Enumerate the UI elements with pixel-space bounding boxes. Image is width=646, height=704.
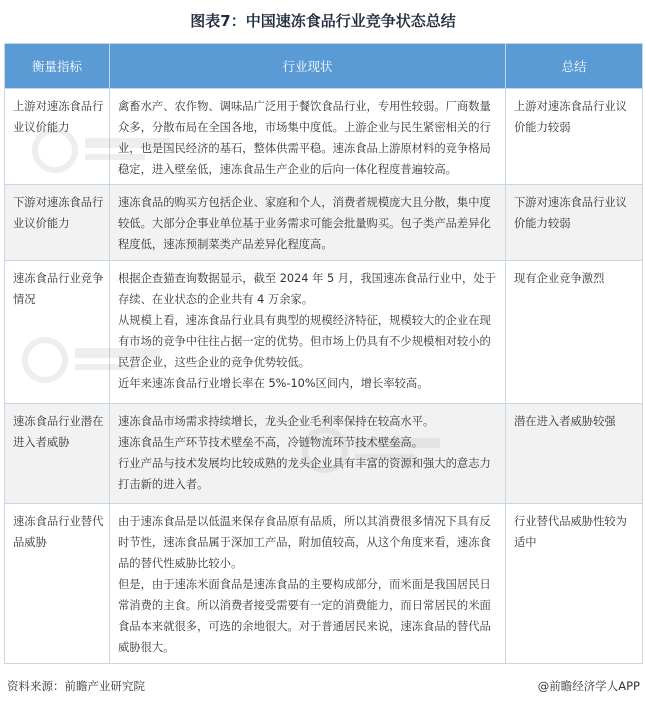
competition-summary-table bbox=[4, 43, 643, 664]
status-paragraph: 行业产品与技术发展均比较成熟的龙头企业具有丰富的资源和强大的意志力打击新的进入者。 bbox=[118, 457, 491, 491]
chart-title: 图表7：中国速冻食品行业竞争状态总结 bbox=[190, 12, 456, 30]
status-cell bbox=[110, 404, 506, 504]
status-paragraph: 但是，由于速冻米面食品是速冻食品的主要构成部分，而米面是我国居民日常消费的主食。所以消费者接受需要有一定的消费能力，而日常居民的米面食品本来就很多，可选的余地很大。对于普通居民来说，速冻食品的替代品威胁很大。 bbox=[118, 578, 491, 654]
summary-cell bbox=[506, 185, 643, 261]
status-paragraph: 近年来速冻食品行业增长率在 5%-10%区间内，增长率较高。 bbox=[118, 377, 429, 390]
summary-text: 现有企业竞争激烈 bbox=[514, 272, 605, 285]
header-status: 行业现状 bbox=[110, 44, 506, 89]
summary-cell bbox=[506, 504, 643, 664]
summary-text: 潜在进入者威胁较强 bbox=[514, 415, 616, 428]
table-header-row bbox=[5, 44, 643, 89]
indicator-text: 下游对速冻食品行业议价能力 bbox=[13, 196, 104, 230]
table-row bbox=[5, 504, 643, 664]
source-note: 资料来源：前瞻产业研究院 bbox=[7, 679, 145, 693]
status-paragraph: 速冻食品生产环节技术壁垒不高，冷链物流环节技术壁垒高。 bbox=[118, 436, 424, 449]
summary-text: 下游对速冻食品行业议价能力较弱 bbox=[514, 196, 627, 230]
indicator-text: 速冻食品行业替代品威胁 bbox=[13, 515, 104, 549]
summary-cell bbox=[506, 404, 643, 504]
status-cell bbox=[110, 89, 506, 185]
indicator-text: 上游对速冻食品行业议价能力 bbox=[13, 100, 104, 134]
indicator-cell bbox=[5, 404, 110, 504]
header-indicator: 衡量指标 bbox=[5, 44, 110, 89]
table-row bbox=[5, 261, 643, 404]
summary-text: 上游对速冻食品行业议价能力较弱 bbox=[514, 100, 627, 134]
status-cell bbox=[110, 261, 506, 404]
indicator-cell bbox=[5, 185, 110, 261]
indicator-cell bbox=[5, 504, 110, 664]
status-cell bbox=[110, 185, 506, 261]
status-paragraph: 根据企查猫查询数据显示，截至 2024 年 5 月，我国速冻食品行业中，处于存续、在业状态的企业共有 4 万余家。 bbox=[118, 272, 496, 306]
status-paragraph: 从规模上看，速冻食品行业具有典型的规模经济特征，规模较大的企业在现有市场的竞争中往往占据一定的优势。但市场上仍具有不少规模相对较小的民营企业，这些企业的竞争优势较低。 bbox=[118, 314, 491, 369]
summary-cell bbox=[506, 261, 643, 404]
indicator-text: 速冻食品行业竞争情况 bbox=[13, 272, 104, 306]
table-row bbox=[5, 404, 643, 504]
status-paragraph: 由于速冻食品是以低温来保存食品原有品质，所以其消费很多情况下具有反时节性，速冻食品属于深加工产品，附加值较高，从这个角度来看，速冻食品的替代性威胁比较小。 bbox=[118, 515, 491, 570]
indicator-cell bbox=[5, 261, 110, 404]
credit-note: @前瞻经济学人APP bbox=[537, 679, 640, 693]
indicator-text: 速冻食品行业潜在进入者威胁 bbox=[13, 415, 104, 449]
summary-cell bbox=[506, 89, 643, 185]
status-paragraph: 速冻食品市场需求持续增长，龙头企业毛利率保持在较高水平。 bbox=[118, 415, 435, 428]
table-row bbox=[5, 185, 643, 261]
status-paragraph: 速冻食品的购买方包括企业、家庭和个人，消费者规模庞大且分散，集中度较低。大部分企事业单位基于业务需求可能会批量购买。包子类产品差异化程度低，速冻预制菜类产品差异化程度高。 bbox=[118, 196, 491, 251]
indicator-cell bbox=[5, 89, 110, 185]
summary-text: 行业替代品威胁性较为适中 bbox=[514, 515, 627, 549]
table-row bbox=[5, 89, 643, 185]
status-cell bbox=[110, 504, 506, 664]
status-paragraph: 禽畜水产、农作物、调味品广泛用于餐饮食品行业，专用性较弱。厂商数量众多，分散布局在全国各地，市场集中度低。上游企业与民生紧密相关的行业，也是国民经济的基石，整体供需平稳。速冻食品上游原材料的竞争格局稳定，进入壁垒低，速冻食品生产企业的后向一体化程度普遍较高。 bbox=[118, 100, 491, 176]
header-summary: 总结 bbox=[506, 44, 643, 89]
